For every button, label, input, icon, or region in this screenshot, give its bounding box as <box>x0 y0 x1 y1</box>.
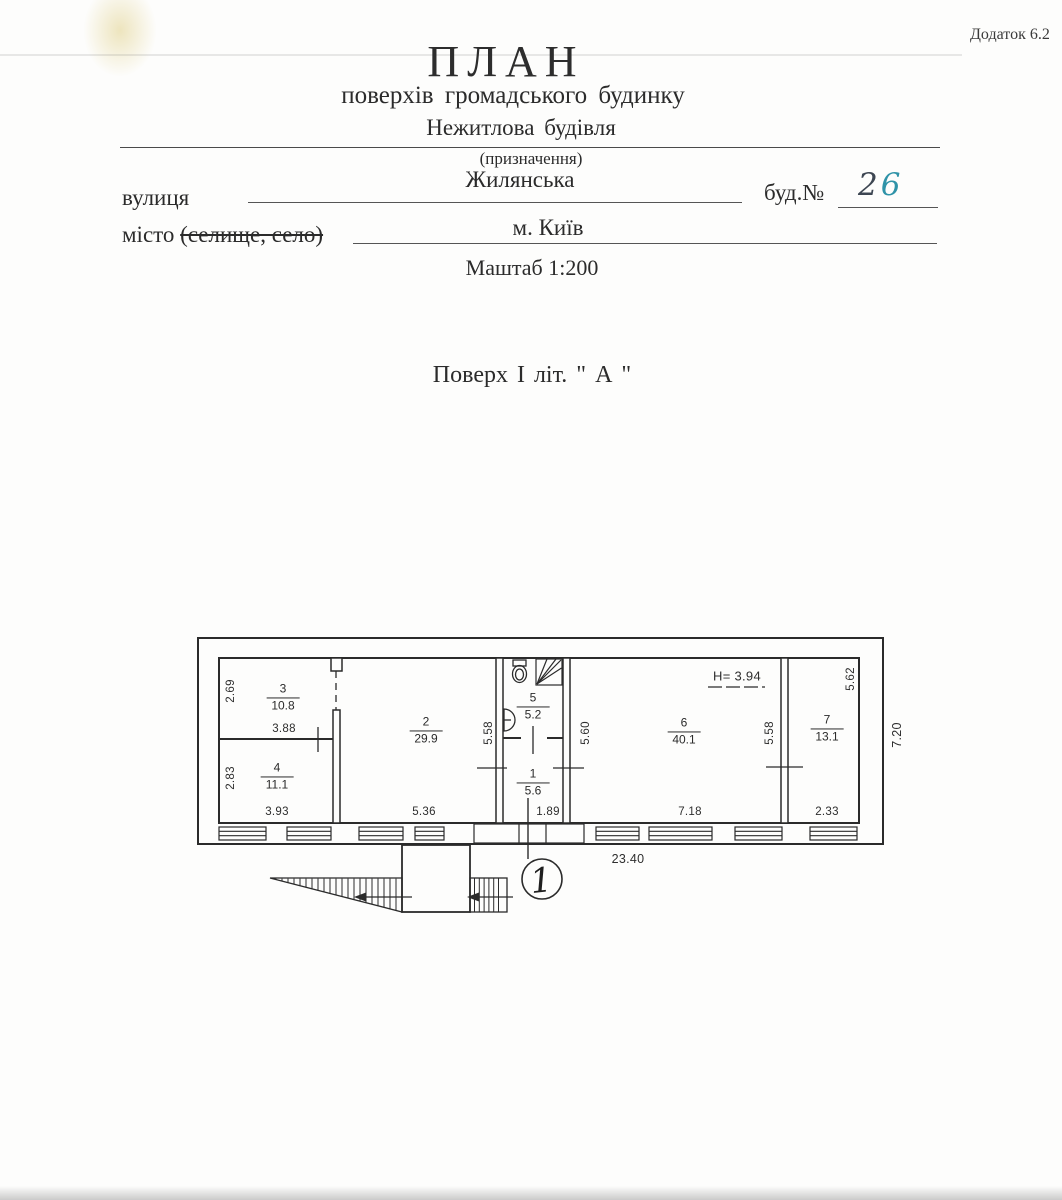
room-2-number: 2 <box>410 715 443 731</box>
room-4-number: 4 <box>261 761 294 777</box>
building-type-caption: (призначення) <box>479 149 583 168</box>
room-1-label <box>517 767 550 798</box>
scale-note: Маштаб 1:200 <box>465 255 599 280</box>
building-type-underline <box>120 147 940 148</box>
room-2-area: 29.9 <box>414 731 438 746</box>
room-4-label <box>261 761 294 792</box>
appendix-label: Додаток 6.2 <box>970 26 1050 43</box>
room-7-area: 13.1 <box>815 729 839 744</box>
room-7-label <box>811 713 844 744</box>
room-3-area: 10.8 <box>271 698 295 713</box>
entrance-facade <box>474 824 584 843</box>
house-number-label: буд.№ <box>764 180 825 205</box>
dim-room1-width: 1.89 <box>536 806 560 818</box>
floor-title: Поверх І літ. " А " <box>432 362 632 388</box>
paper-stain <box>84 0 156 76</box>
room-5-label <box>517 691 550 722</box>
building-type-value: Нежитлова будівля <box>426 115 616 140</box>
dim-room4-height: 2.83 <box>225 766 237 790</box>
entrance-landing <box>402 845 470 912</box>
shower-icon <box>536 659 562 685</box>
dim-room2-width: 5.36 <box>412 806 436 818</box>
city-label: місто <box>122 222 175 247</box>
house-number-value <box>858 167 903 203</box>
house-digit-2: 6 <box>880 167 904 203</box>
room-3-number: 3 <box>267 682 300 698</box>
dim-room3-height: 2.69 <box>225 679 237 703</box>
dim-column-left: 5.58 <box>483 721 495 745</box>
dim-total-width: 23.40 <box>611 852 645 866</box>
entrance-mark: 1 <box>528 860 554 903</box>
city-value: м. Київ <box>512 215 584 240</box>
scan-bottom-shadow <box>0 1186 1062 1200</box>
street-value: Жилянська <box>465 167 575 192</box>
sink-icon <box>504 709 515 731</box>
room-1-number: 1 <box>517 767 550 783</box>
page-subtitle: поверхів громадського будинку <box>341 82 685 109</box>
dim-column-right: 5.60 <box>580 721 592 745</box>
ceiling-height-note: H= 3.94 <box>713 668 761 684</box>
dim-wall-6-7: 5.58 <box>764 721 776 745</box>
room-6-number: 6 <box>668 716 701 732</box>
city-label-row <box>122 222 323 248</box>
room-5-area: 5.2 <box>524 707 542 722</box>
toilet-icon <box>513 660 527 683</box>
page-title: ПЛАН <box>427 37 585 86</box>
room-1-area: 5.6 <box>524 783 542 798</box>
house-digit-1: 2 <box>858 167 881 203</box>
room-6-area: 40.1 <box>672 732 696 747</box>
room-2-label <box>410 715 443 746</box>
room-7-number: 7 <box>811 713 844 729</box>
room-5-number: 5 <box>517 691 550 707</box>
dim-room7-width: 2.33 <box>815 806 839 818</box>
dim-room7-height: 5.62 <box>845 667 857 691</box>
stairs-and-ramp <box>270 845 513 912</box>
floor-plan-drawing <box>190 628 910 930</box>
room-4-area: 11.1 <box>265 777 289 792</box>
room-3-label <box>267 682 300 713</box>
dim-room3-width: 3.88 <box>272 723 296 735</box>
city-underline <box>353 243 937 244</box>
dim-room4-width: 3.93 <box>265 806 289 818</box>
room-6-label <box>668 716 701 747</box>
house-number-underline <box>838 207 938 208</box>
street-label: вулиця <box>122 185 190 210</box>
dim-room6-width: 7.18 <box>678 806 702 818</box>
city-label-struck: (селище, село) <box>180 222 324 247</box>
dim-total-height: 7.20 <box>890 722 904 748</box>
street-underline <box>248 202 742 203</box>
